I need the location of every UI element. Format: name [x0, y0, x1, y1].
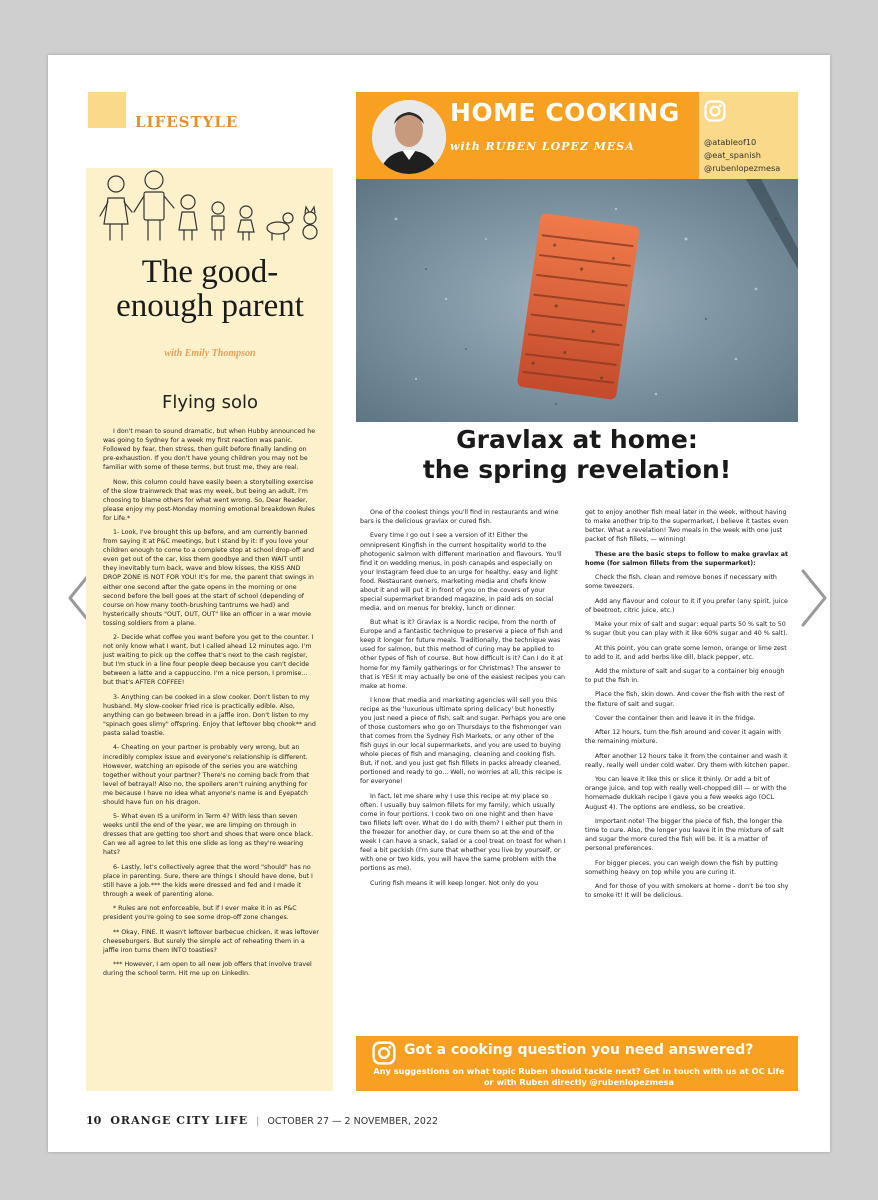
banner-subtext: Any suggestions on what topic Ruben should tackle next? Get in touch with us at OC Life or with Ruben directly @rubenlopezmesa — [373, 1066, 785, 1087]
paragraph: I don't mean to sound dramatic, but when Hubby announced he was going to Sydney for a week my first reaction was panic. Followed by fear, then stress, then guilt before finally landing on pre-exhaustion. If you don't have young children you may not be familiar with some of these terms, but trust me, they are real. — [103, 428, 316, 472]
chevron-right-icon — [793, 565, 833, 631]
instagram-handle[interactable]: @eat_spanish — [704, 150, 761, 160]
author-avatar — [372, 100, 446, 174]
step: After another 12 hours take it from the container and wash it really, really well under cold water. Dry them with kitchen paper. — [585, 752, 790, 769]
page-number: 10 — [86, 1114, 102, 1127]
paragraph: 2- Decide what coffee you want before you get to the counter. I not only know what I want, but I called ahead 12 minutes ago. I'm just waiting to pick up the coffee that's next to the cash register, but I'm stuck in a line four people deep because you can't decide between a latte and a cappuccino. I'm a nice person, I promise... but that's AFTER COFFEE! — [103, 634, 314, 687]
footnote: * Rules are not enforceable, but if I ever make it in as P&C president you're going to see some drop-off zone changes. — [103, 905, 297, 922]
magazine-name: ORANGE CITY LIFE — [110, 1114, 249, 1127]
next-page-button[interactable] — [793, 565, 833, 631]
page-footer — [86, 1114, 438, 1127]
chef-portrait — [372, 100, 446, 174]
home-cooking-title: HOME COOKING — [450, 98, 680, 127]
step: At this point, you can grate some lemon, orange or lime zest to add to it, and add herbs like dill, black pepper, etc. — [585, 644, 787, 661]
paragraph: 5- What even IS a uniform in Term 4? With less than seven weeks until the end of the year, we are limping on through in dresses that are getting too short and shoes that were once black. Can we all agree to let this one slide as long as they're wearing hats? — [103, 813, 314, 857]
paragraph: 3- Anything can be cooked in a slow cooker. Don't listen to my husband. My slow-cooker fried rice is practically edible. Also, anything can go between bread in a jaffle iron. Don't listen to my "spinach goes slimy" offspring. Enjoy that leftover bbq chook** and pasta salad toastie. — [103, 693, 316, 738]
step: Important note! The bigger the piece of fish, the longer the time to cure. Also, the longer you leave it in the mixture of salt and sugar the more cured the fish will be. It is a matter of personal preferences. — [585, 817, 784, 853]
column-title-line2: enough parent — [116, 288, 304, 324]
paragraph: 1- Look, I've brought this up before, and am currently banned from saying it at P&C meetings, but I stand by it: If you love your children enough to come to a complete stop at school drop-off and even get out of the car, kiss them goodbye and then WAIT until they inevitably turn back, wave and blow kisses, the KISS AND DROP ZONE IS NOT FOR YOU! It's for me, the parent that swings in either one second after the gate opens in the morning or one second before the bell goes at the start of school (depending of course on how many tooth-brushing tantrums we had) and hysterically shouts "OUT, OUT, OUT" like an officer in a war movie tossing soldiers from a plane. — [103, 529, 315, 627]
paragraph: One of the coolest things you'll find in restaurants and wine bars is the delicious gravlax or cured fish. — [360, 509, 559, 526]
step: For bigger pieces, you can weigh down the fish by putting something heavy on top while you are curing it. — [585, 859, 778, 876]
paragraph: Every time I go out I see a version of it! Either the omnipresent Kingfish in the current hospitality world to the photogenic salmon with different marination and flavours. You'll find it on wedding menus, in posh canapés and especially on your Instagram feed due to an urge for healthy, easy and light food. Restaurant owners, marketing media and chefs know about it and will put it in front of you on the covers of your special supermarket branded magazine, in paid ads on social media, and on menus for brekky, lunch or dinner. — [360, 532, 562, 612]
instagram-icon — [704, 100, 726, 122]
paragraph: 6- Lastly, let's collectively agree that the word "should" has no place in parenting. Sure, there are things I should have done, but I still have a job.*** the kids were dressed and fed and I made it through a week of parenting alone. — [103, 863, 313, 898]
headline-line1: Gravlax at home: — [456, 425, 698, 454]
gravlax-image — [356, 179, 798, 422]
issue-date: OCTOBER 27 — 2 NOVEMBER, 2022 — [267, 1116, 439, 1127]
headline-line2: the spring revelation! — [422, 455, 732, 484]
paragraph: In fact, let me share why I use this recipe at my place so often. I usually buy salmon fillets for my family, which usually come in four portions. I cook two on one night and then have two fillets left over. What do I do with them? I either put them in the freezer for another day, or cure them so at the end of the week I can have a snack, salad or a cool treat on toast for when I feel a bit peckish (I'm sure that whether you live by yourself, or with one or two kids, you will have the same problem with the portions as me). — [360, 792, 566, 873]
gravlax-photo — [356, 179, 798, 422]
paragraph: 4- Cheating on your partner is probably very wrong, but an incredibly complex issue and everyone's relationship is different. However, watching an episode of the series you are watching together without your partner? There's no coming back from that level of betrayal! Also no, the spoilers aren't ruining anything for me because I have no idea what anyone's name is and Eyepatch should have fun on his dragon. — [103, 744, 310, 806]
footnote: *** However, I am open to all new job offers that involve travel during the school term. Hit me up on LinkedIn. — [103, 961, 312, 978]
article-headline — [356, 425, 798, 485]
column-byline: with Emily Thompson — [164, 348, 256, 359]
footnote: ** Okay, FINE. It wasn't leftover barbecue chicken, it was leftover cheeseburgers. But surely the simple act of reheating them in a jaffle iron turns them INTO toasties? — [103, 928, 319, 954]
column-body — [103, 427, 319, 984]
step: Cover the container then and leave it in the fridge. — [595, 714, 756, 722]
section-marker — [88, 92, 126, 128]
column-subhead: Flying solo — [162, 392, 258, 413]
paragraph: Now, this column could have easily been a storytelling exercise of the slow trainwreck that was my week, but being an adult, I'm choosing to blame others for what went wrong. So, Dear Reader, please enjoy my post-Monday morning emotional breakdown Rules for Life.* — [103, 478, 315, 522]
steps-heading: These are the basic steps to follow to make gravlax at home (for salmon fillets from the supermarket): — [585, 550, 789, 567]
paragraph: But what is it? Gravlax is a Nordic recipe, from the north of Europe and a fantastic technique to preserve a piece of fish and keep it longer for future meals. Traditionally, the technique was used for salmon, but this method of curing may be applied to other types of fish of course. But how difficult is it? Can I do it at home for my family gatherings or for Christmas? The answer to that is YES! It may actually be one of the easiest recipes you can make at home. — [360, 619, 566, 690]
article-column-1 — [360, 508, 566, 893]
instagram-handle[interactable]: @rubenlopezmesa — [704, 163, 781, 173]
step: Place the fish, skin down. And cover the fish with the rest of the fixture of salt and sugar. — [585, 691, 785, 708]
section-label: LIFESTYLE — [135, 113, 239, 131]
column-title-line1: The good- — [141, 254, 279, 290]
step: After 12 hours, turn the fish around and cover it again with the remaining mixture. — [585, 729, 781, 746]
paragraph: Curing fish means it will keep longer. Not only do you — [370, 879, 539, 887]
column-title — [90, 255, 330, 323]
step: Add any flavour and colour to it if you prefer (any spirit, juice of beetroot, citric juice, etc.) — [585, 597, 788, 614]
step: Make your mix of salt and sugar: equal parts 50 % salt to 50 % sugar (but you can play with it like 60% sugar and 40 % salt). — [585, 621, 788, 638]
family-doodle-illustration — [96, 168, 328, 246]
article-column-2 — [585, 508, 791, 906]
step: And for those of you with smokers at home - don't be too shy to smoke it! It will be delicious. — [585, 883, 789, 900]
instagram-icon — [372, 1041, 396, 1065]
step: Check the fish, clean and remove bones if necessary with some tweezers. — [585, 574, 777, 591]
step: Add the mixture of salt and sugar to a container big enough to put the fish in. — [585, 668, 785, 685]
footer-separator: | — [256, 1116, 260, 1127]
banner-question: Got a cooking question you need answered? — [404, 1042, 754, 1058]
instagram-handle[interactable]: @atableof10 — [704, 137, 757, 147]
home-cooking-byline: with RUBEN LOPEZ MESA — [450, 140, 635, 153]
step: You can leave it like this or slice it thinly. Or add a bit of orange juice, and top with really well-chopped dill — or with the homemade dukkah recipe I gave you a few weeks ago (OCL August 4). The options are endless, so be creative. — [585, 776, 787, 811]
paragraph: I know that media and marketing agencies will sell you this recipe as the 'luxurious ultimate spring delicacy' but honestly you just need a piece of fish, salt and sugar. Perhaps you are one of those customers who go on Thursdays to the fishmonger van that comes from the Sydney Fish Markets, or any other of the fish guys in our local supermarkets, and you are used to buying whole pieces of fish and managing, cleaning and cooking fish. But, if not, and you just get fish fillets in packs already cleaned, portioned and ready to go... Well, no worries at all, this recipe is for everyone! — [360, 697, 566, 786]
paragraph: get to enjoy another fish meal later in the week, without having to make another trip to the supermarket, I believe it tastes even better. What a revelation! Two meals in the week with one just packet of fish fillets, — winning! — [585, 509, 789, 544]
